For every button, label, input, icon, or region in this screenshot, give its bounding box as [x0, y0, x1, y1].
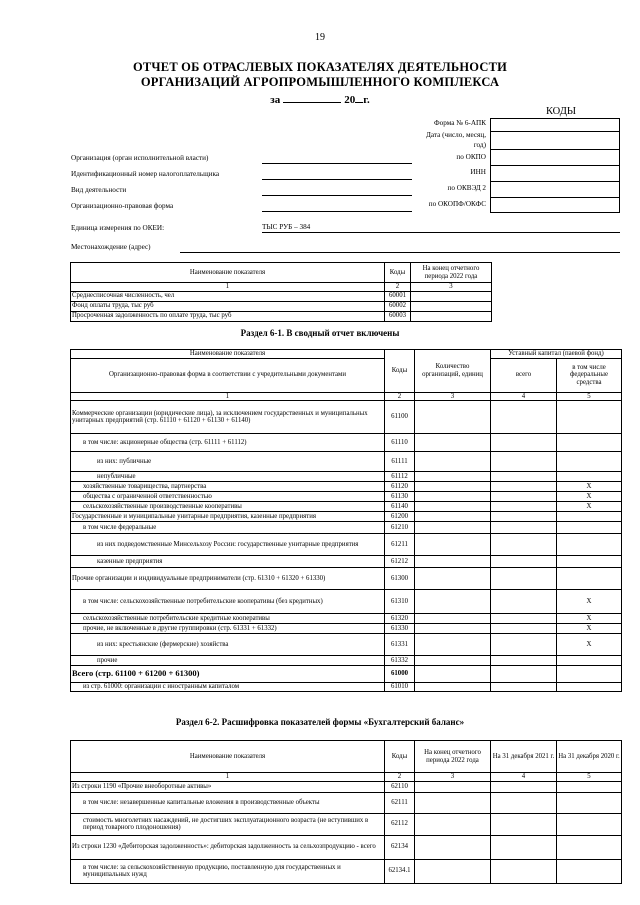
table-row [71, 792, 622, 813]
t2-input-cell[interactable] [415, 502, 491, 512]
t2-input-cell[interactable] [415, 492, 491, 502]
table-row [71, 781, 622, 792]
table-row [71, 522, 622, 534]
t2-row-name: общества с ограниченной ответственностью [71, 492, 385, 502]
legal-form-label: Организационно-правовая форма [71, 202, 174, 210]
t2-row-code: 61110 [385, 434, 415, 452]
form-code-cell[interactable] [491, 119, 620, 132]
inn-code-label: ИНН [470, 168, 486, 176]
okved-code-cell[interactable] [491, 182, 620, 198]
table-row [71, 311, 492, 321]
table-row [71, 472, 622, 482]
t2-row-code: 61112 [385, 472, 415, 482]
t1-row-code: 60001 [385, 291, 411, 301]
table-row [71, 301, 492, 311]
t2-row-x[interactable] [557, 512, 622, 522]
t2-input-cell[interactable] [415, 634, 491, 656]
t3-input-cell[interactable] [415, 859, 491, 883]
t2-row-name: Коммерческие организации (юридические лица), за исключением государственных и муниципальных унитарных предприятий (стр. 61110 + 61120 + 61130 + 61140) [71, 401, 385, 434]
table-row [71, 556, 622, 568]
t3-input-cell[interactable] [557, 813, 622, 835]
t2-input-cell[interactable] [415, 534, 491, 556]
table-row [71, 401, 622, 434]
t2-input-cell[interactable] [491, 482, 557, 492]
t2-input-cell[interactable] [491, 512, 557, 522]
t1-col-value: На конец отчетного периода 2022 года [411, 263, 492, 283]
t2-input-cell[interactable] [415, 482, 491, 492]
activity-line[interactable] [262, 195, 412, 196]
t2-row-x[interactable] [557, 656, 622, 666]
t2-input-cell[interactable] [491, 624, 557, 634]
t2-num: 4 [491, 392, 557, 401]
section2-title: Раздел 6-2. Расшифровка показателей формы «Бухгалтерский баланс» [175, 717, 465, 727]
t2-row-code: 61331 [385, 634, 415, 656]
t2-row-x[interactable]: X [557, 614, 622, 624]
codes-header: КОДЫ [545, 106, 577, 117]
okpo-label: по ОКПО [456, 153, 486, 161]
date-code-cell[interactable] [491, 132, 620, 150]
t1-row-name: Среднесписочная численность, чел [71, 291, 385, 301]
t2-input-cell[interactable] [415, 452, 491, 472]
activity-label: Вид деятельности [71, 186, 127, 194]
t2-row-code: 61010 [385, 683, 415, 692]
t2-num: 1 [71, 392, 385, 401]
table-row [71, 434, 622, 452]
t1-num: 2 [385, 283, 411, 292]
t2-input-cell[interactable] [415, 472, 491, 482]
table-row [71, 656, 622, 666]
t2-row-code: 61320 [385, 614, 415, 624]
okpo-code-cell[interactable] [491, 150, 620, 166]
t2-row-code: 61212 [385, 556, 415, 568]
t1-num: 1 [71, 283, 385, 292]
t2-input-cell[interactable] [491, 522, 557, 534]
t1-row-code: 60003 [385, 311, 411, 321]
table-row [71, 813, 622, 835]
table-row [71, 590, 622, 614]
table-row [71, 492, 622, 502]
table-row [71, 859, 622, 883]
t2-col-count: Количество организаций, единиц [415, 350, 491, 393]
t2-input-cell[interactable] [491, 634, 557, 656]
t3-row-code: 62112 [385, 813, 415, 835]
table-row [71, 452, 622, 472]
t2-row-code: 61300 [385, 568, 415, 590]
t2-row-x[interactable] [557, 534, 622, 556]
table-row [71, 534, 622, 556]
t2-input-cell[interactable] [415, 656, 491, 666]
t3-row-code: 62134.1 [385, 859, 415, 883]
date-label-2: год) [473, 141, 486, 149]
unit-line [262, 232, 620, 233]
t2-input-cell[interactable] [491, 556, 557, 568]
t2-input-cell[interactable] [415, 512, 491, 522]
t2-input-cell[interactable] [491, 534, 557, 556]
codes-box [490, 118, 620, 213]
location-line[interactable] [180, 252, 620, 253]
table-row [71, 482, 622, 492]
t3-num: 2 [385, 773, 415, 782]
t3-row-name: в том числе: незавершенные капитальные вложения в производственные объекты [71, 792, 385, 813]
t1-col-name: Наименование показателя [71, 263, 385, 283]
t2-row-code: 61120 [385, 482, 415, 492]
table-row [71, 512, 622, 522]
t2-row-x[interactable] [557, 401, 622, 434]
t2-row-code: 61111 [385, 452, 415, 472]
unit-value: ТЫС РУБ – 384 [262, 223, 311, 231]
t3-col-name: Наименование показателя [71, 741, 385, 773]
t2-col-name-top: Наименование показателя [71, 350, 385, 359]
t2-row-name: в том числе: сельскохозяйственные потребительские кооперативы (без кредитных) [71, 590, 385, 614]
t3-input-cell[interactable] [491, 835, 557, 859]
t2-input-cell[interactable] [415, 624, 491, 634]
t3-col-code: Коды [385, 741, 415, 773]
t2-row-name: хозяйственные товарищества, партнерства [71, 482, 385, 492]
t2-row-x[interactable] [557, 556, 622, 568]
table-row [71, 502, 622, 512]
t2-input-cell[interactable] [415, 434, 491, 452]
t2-row-name: из них: крестьянские (фермерские) хозяйства [71, 634, 385, 656]
t3-row-code: 62110 [385, 781, 415, 792]
t1-col-code: Коды [385, 263, 411, 283]
t2-input-cell[interactable] [491, 683, 557, 692]
t3-input-cell[interactable] [415, 781, 491, 792]
t2-row-x[interactable] [557, 522, 622, 534]
t2-row-x[interactable]: X [557, 492, 622, 502]
t3-input-cell[interactable] [491, 859, 557, 883]
t2-input-cell[interactable] [491, 666, 557, 683]
t2-input-cell[interactable] [491, 472, 557, 482]
t1-num: 3 [411, 283, 492, 292]
t2-col-federal: в том числе федеральные средства [557, 358, 622, 392]
t1-input-cell[interactable] [411, 301, 492, 311]
report-title-line2: ОРГАНИЗАЦИЙ АГРОПРОМЫШЛЕННОГО КОМПЛЕКСА [140, 75, 500, 89]
t2-row-x[interactable] [557, 666, 622, 683]
t2-input-cell[interactable] [415, 590, 491, 614]
t3-row-name: Из строки 1190 «Прочие внеоборотные активы» [71, 781, 385, 792]
t2-row-name: казенные предприятия [71, 556, 385, 568]
t2-row-name: из них подведомственные Минсельхозу России: государственные унитарные предприятия [71, 534, 385, 556]
staff-table [70, 262, 492, 322]
t2-row-code: 61200 [385, 512, 415, 522]
t2-row-name: сельскохозяйственные потребительские кредитные кооперативы [71, 614, 385, 624]
t2-input-cell[interactable] [491, 656, 557, 666]
t3-row-code: 62134 [385, 835, 415, 859]
legal-forms-table [70, 349, 622, 692]
t2-row-x[interactable]: X [557, 482, 622, 492]
t2-row-x[interactable]: X [557, 634, 622, 656]
t2-row-code: 61211 [385, 534, 415, 556]
t2-row-code: 61210 [385, 522, 415, 534]
t1-row-code: 60002 [385, 301, 411, 311]
t2-row-name: из них: публичные [71, 452, 385, 472]
t2-row-name: Прочие организации и индивидуальные предприниматели (стр. 61310 + 61320 + 61330) [71, 568, 385, 590]
okopf-label: по ОКОПФ/ОКФС [428, 200, 486, 208]
table-row [71, 614, 622, 624]
inn-line[interactable] [262, 179, 412, 180]
t2-input-cell[interactable] [491, 401, 557, 434]
t2-input-cell[interactable] [415, 666, 491, 683]
t2-input-cell[interactable] [491, 568, 557, 590]
t2-row-name: прочие, не включенные в другие группировки (стр. 61331 + 61332) [71, 624, 385, 634]
t3-input-cell[interactable] [491, 792, 557, 813]
legal-form-line[interactable] [262, 211, 412, 212]
t2-row-code: 61100 [385, 401, 415, 434]
t2-row-x[interactable] [557, 472, 622, 482]
t3-col-2020: На 31 декабря 2020 г. [557, 741, 622, 773]
t2-row-x[interactable] [557, 452, 622, 472]
okved-label: по ОКВЭД 2 [447, 184, 486, 192]
t2-input-cell[interactable] [415, 683, 491, 692]
report-title-line1: ОТЧЕТ ОБ ОТРАСЛЕВЫХ ПОКАЗАТЕЛЯХ ДЕЯТЕЛЬНОСТИ [132, 60, 508, 74]
t3-num: 1 [71, 773, 385, 782]
t2-row-name: прочие [71, 656, 385, 666]
t2-row-code: 61332 [385, 656, 415, 666]
t3-col-2021: На 31 декабря 2021 г. [491, 741, 557, 773]
t2-row-name: в том числе федеральные [71, 522, 385, 534]
t2-row-code: 61140 [385, 502, 415, 512]
t2-input-cell[interactable] [415, 556, 491, 568]
t3-row-name: стоимость многолетних насаждений, не достигших эксплуатационного возраста (не вступивших в период товарного плодоношения) [71, 813, 385, 835]
t2-input-cell[interactable] [491, 434, 557, 452]
report-period: за 20 г. [270, 94, 370, 106]
table-row [71, 835, 622, 859]
t2-row-name: непубличные [71, 472, 385, 482]
t3-input-cell[interactable] [415, 792, 491, 813]
table-row [71, 666, 622, 683]
t2-col-name: Организационно-правовая форма в соответствии с учредительными документами [71, 358, 385, 392]
t3-input-cell[interactable] [557, 835, 622, 859]
t2-col-capital: Уставный капитал (паевой фонд) [491, 350, 622, 359]
t3-input-cell[interactable] [557, 859, 622, 883]
t3-num: 5 [557, 773, 622, 782]
t2-row-code: 61130 [385, 492, 415, 502]
table-row [71, 634, 622, 656]
t2-col-total: всего [491, 358, 557, 392]
t2-row-x[interactable]: X [557, 502, 622, 512]
t2-input-cell[interactable] [415, 401, 491, 434]
t3-input-cell[interactable] [415, 835, 491, 859]
t3-row-name: Из строки 1230 «Дебиторская задолженность»: дебиторская задолженность за сельхозпродукцию - всего [71, 835, 385, 859]
t2-row-total-name: Всего (стр. 61100 + 61200 + 61300) [71, 666, 385, 683]
org-label: Организация (орган исполнительной власти) [71, 154, 209, 162]
t2-row-x[interactable]: X [557, 590, 622, 614]
t2-input-cell[interactable] [491, 590, 557, 614]
t2-row-x[interactable] [557, 683, 622, 692]
t2-input-cell[interactable] [491, 452, 557, 472]
t2-row-x[interactable]: X [557, 624, 622, 634]
t1-input-cell[interactable] [411, 311, 492, 321]
t2-row-name: Государственные и муниципальные унитарные предприятия, казенные предприятия [71, 512, 385, 522]
okopf-code-cell[interactable] [491, 198, 620, 213]
t2-row-code: 61000 [385, 666, 415, 683]
unit-label: Единица измерения по ОКЕИ: [71, 224, 165, 232]
t2-input-cell[interactable] [415, 522, 491, 534]
t2-row-name: сельскохозяйственные производственные кооперативы [71, 502, 385, 512]
t2-row-x[interactable] [557, 568, 622, 590]
t2-input-cell[interactable] [415, 614, 491, 624]
t3-input-cell[interactable] [491, 781, 557, 792]
inn-label: Идентификационный номер налогоплательщика [71, 170, 220, 178]
t2-input-cell[interactable] [491, 502, 557, 512]
org-line[interactable] [262, 163, 412, 164]
section1-title: Раздел 6-1. В сводный отчет включены [240, 328, 400, 338]
balance-table [70, 740, 622, 884]
period-blank[interactable] [283, 92, 341, 103]
t2-col-code: Коды [385, 350, 415, 393]
t1-input-cell[interactable] [411, 291, 492, 301]
t3-num: 3 [415, 773, 491, 782]
t3-col-end: На конец отчетного периода 2022 года [415, 741, 491, 773]
t2-input-cell[interactable] [491, 614, 557, 624]
t2-num: 3 [415, 392, 491, 401]
t3-row-name: в том числе: за сельскохозяйственную продукцию, поставленную для государственных и муниципальных нужд [71, 859, 385, 883]
t2-input-cell[interactable] [415, 568, 491, 590]
date-label-1: Дата (число, месяц, [426, 131, 486, 139]
t3-num: 4 [491, 773, 557, 782]
t2-row-x[interactable] [557, 434, 622, 452]
t3-input-cell[interactable] [557, 781, 622, 792]
table-row [71, 291, 492, 301]
t2-row-code: 61330 [385, 624, 415, 634]
t3-input-cell[interactable] [415, 813, 491, 835]
t1-row-name: Просроченная задолженность по оплате труда, тыс руб [71, 311, 385, 321]
table-row [71, 568, 622, 590]
t2-row-name: в том числе: акционерные общества (стр. 61111 + 61112) [71, 434, 385, 452]
table-row [71, 624, 622, 634]
t2-num: 5 [557, 392, 622, 401]
t2-row-code: 61310 [385, 590, 415, 614]
inn-code-cell[interactable] [491, 166, 620, 182]
table-row [71, 683, 622, 692]
form-label: Форма № 6-АПК [433, 119, 486, 127]
t2-num: 2 [385, 392, 415, 401]
t2-input-cell[interactable] [491, 492, 557, 502]
t2-row-name: из стр. 61000: организации с иностранным капиталом [71, 683, 385, 692]
t3-input-cell[interactable] [557, 792, 622, 813]
page-number: 19 [315, 32, 325, 43]
t3-input-cell[interactable] [491, 813, 557, 835]
location-label: Местонахождение (адрес) [71, 243, 151, 251]
t3-row-code: 62111 [385, 792, 415, 813]
t1-row-name: Фонд оплаты труда, тыс руб [71, 301, 385, 311]
